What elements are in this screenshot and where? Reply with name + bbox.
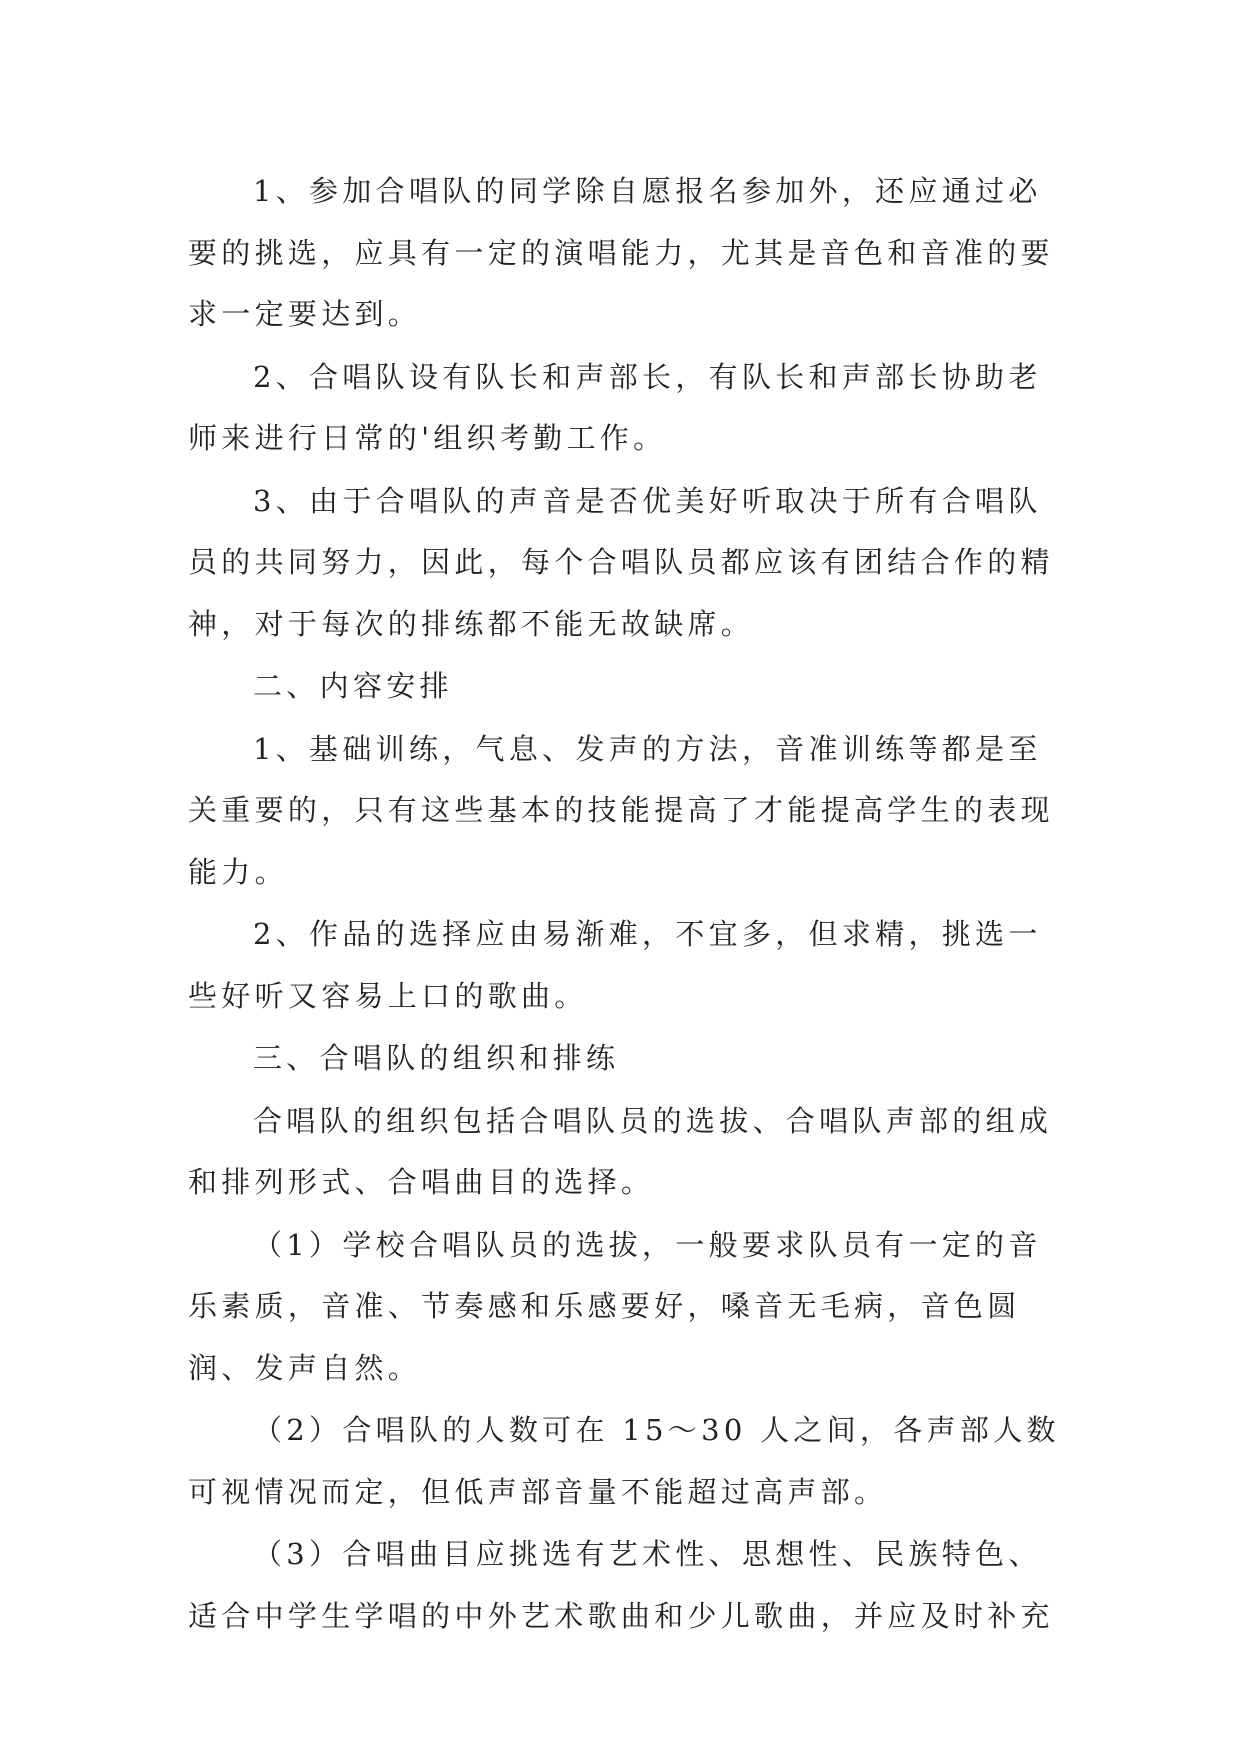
section-heading-content-arrangement: 二、内容安排 bbox=[253, 669, 453, 703]
paragraph-9: （3）合唱曲目应挑选有艺术性、思想性、民族特色、适合中学生学唱的中外艺术歌曲和少儿歌曲，并应及时补充 bbox=[188, 1537, 1054, 1633]
paragraph-3: 3、由于合唱队的声音是否优美好听取决于所有合唱队员的共同努力，因此，每个合唱队员都应该有团结合作的精神，对于每次的排练都不能无故缺席。 bbox=[188, 483, 1054, 641]
paragraph-8: （2）合唱队的人数可在 15～30 人之间，各声部人数可视情况而定，但低声部音量不能超过高声部。 bbox=[188, 1413, 1060, 1509]
paragraph-4: 1、基础训练，气息、发声的方法，音准训练等都是至关重要的，只有这些基本的技能提高了才能提高学生的表现能力。 bbox=[188, 731, 1054, 889]
paragraph-7: （1）学校合唱队员的选拔，一般要求队员有一定的音乐素质，音准、节奏感和乐感要好，嗓音无毛病，音色圆润、发声自然。 bbox=[188, 1227, 1042, 1385]
paragraph-2: 2、合唱队设有队长和声部长，有队长和声部长协助老师来进行日常的'组织考勤工作。 bbox=[188, 359, 1042, 455]
section-heading-choir-organization: 三、合唱队的组织和排练 bbox=[253, 1041, 620, 1075]
paragraph-6: 合唱队的组织包括合唱队员的选拔、合唱队声部的组成和排列形式、合唱曲目的选择。 bbox=[188, 1103, 1053, 1199]
paragraph-1: 1、参加合唱队的同学除自愿报名参加外，还应通过必要的挑选，应具有一定的演唱能力，尤其是音色和音准的要求一定要达到。 bbox=[188, 174, 1054, 331]
document-body bbox=[188, 161, 1063, 1648]
paragraph-5: 2、作品的选择应由易渐难，不宜多，但求精，挑选一些好听又容易上口的歌曲。 bbox=[188, 917, 1042, 1013]
